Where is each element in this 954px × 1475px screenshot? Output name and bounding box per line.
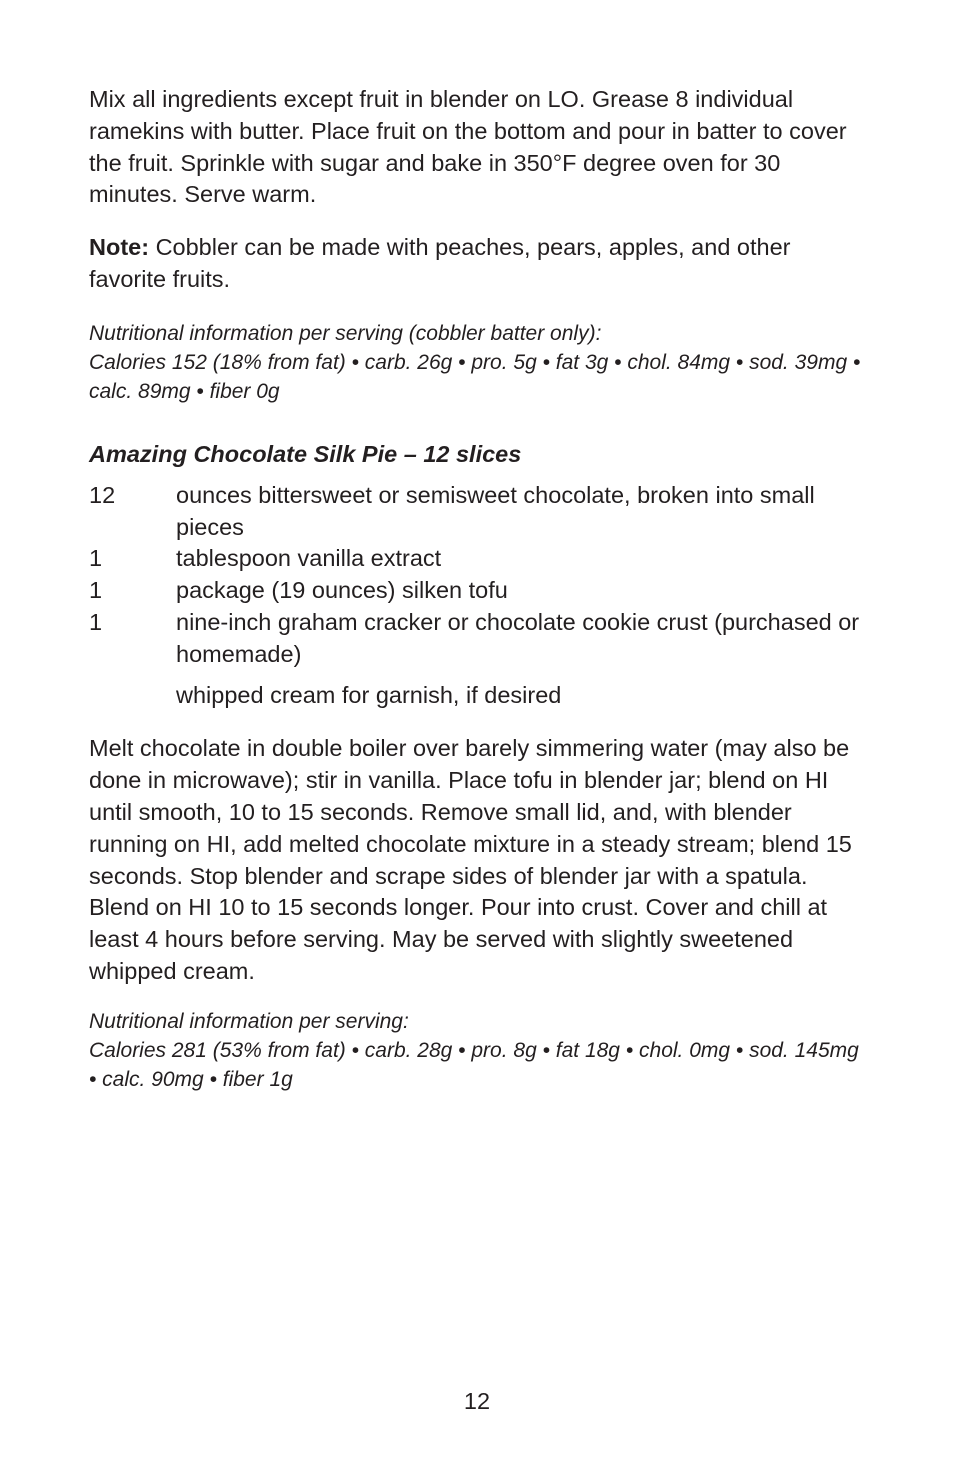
ingredient-description: tablespoon vanilla extract <box>176 545 442 572</box>
ingredient-item <box>89 575 864 607</box>
ingredient-description: nine-inch graham cracker or chocolate cookie crust (purchased or homemade) <box>176 608 860 667</box>
nutrition-values: Calories 281 (53% from fat) • carb. 28g • pro. 8g • fat 18g • chol. 0mg • sod. 145mg • calc. 90mg • fiber 1g <box>89 1038 859 1091</box>
page-content <box>89 84 864 1094</box>
ingredient-item <box>89 543 864 575</box>
page-number: 12 <box>463 1388 491 1414</box>
ingredient-quantity: 12 <box>89 481 116 508</box>
ingredient-description: ounces bittersweet or semisweet chocolate, broken into small pieces <box>176 481 815 540</box>
nutrition-values: Calories 152 (18% from fat) • carb. 26g • pro. 5g • fat 3g • chol. 84mg • sod. 39mg • calc. 89mg • fiber 0g <box>89 350 861 403</box>
ingredient-description: whipped cream for garnish, if desired <box>176 681 562 708</box>
ingredient-quantity: 1 <box>89 545 103 572</box>
pie-instructions: Melt chocolate in double boiler over barely simmering water (may also be done in microwave); stir in vanilla. Place tofu in blender jar; blend on HI until smooth, 10 to 15 seconds. Remove small lid, and, with blender running on HI, add melted chocolate mixture in a steady stream; blend 15 seconds. Stop blender and scrape sides of blender jar with a spatula. Blend on HI 10 to 15 seconds longer. Pour into crust. Cover and chill at least 4 hours before serving. May be served with slightly sweetened whipped cream. <box>89 735 852 984</box>
ingredient-description: package (19 ounces) silken tofu <box>176 577 508 604</box>
cobbler-note <box>89 232 864 296</box>
cobbler-nutrition <box>89 319 864 406</box>
recipe-title: Amazing Chocolate Silk Pie – 12 slices <box>89 440 522 467</box>
note-text: Cobbler can be made with peaches, pears, apples, and other favorite fruits. <box>89 234 791 292</box>
ingredient-list <box>89 480 864 712</box>
ingredient-quantity: 1 <box>89 608 103 635</box>
nutrition-heading: Nutritional information per serving (cobbler batter only): <box>89 321 602 345</box>
ingredient-quantity <box>89 680 176 712</box>
ingredient-quantity: 1 <box>89 577 103 604</box>
pie-nutrition <box>89 1007 864 1094</box>
ingredient-item <box>89 480 864 544</box>
cobbler-instructions: Mix all ingredients except fruit in blender on LO. Grease 8 individual ramekins with butter. Place fruit on the bottom and pour in batter to cover the fruit. Sprinkle with sugar and bake in 350°F degree oven for 30 minutes. Serve warm. <box>89 86 847 208</box>
note-label: Note: <box>89 234 150 261</box>
ingredient-item <box>89 607 864 671</box>
nutrition-heading: Nutritional information per serving: <box>89 1009 409 1033</box>
ingredient-item <box>89 680 864 712</box>
